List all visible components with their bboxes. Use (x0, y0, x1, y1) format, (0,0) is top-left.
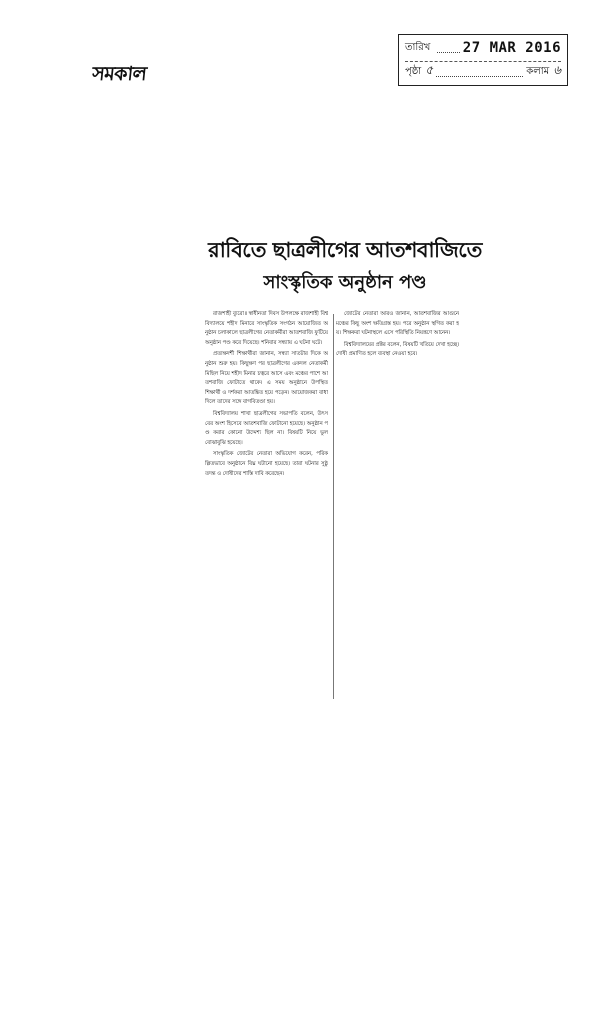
stamp-dotted-line (436, 68, 523, 77)
article-paragraph: জোটের নেতারা আরও জানান, আতশবাজির আগুনে মঞ্চের কিছু অংশ ক্ষতিগ্রস্ত হয়। পরে অনুষ্ঠান স্থগিত করা হয়। শিক্ষকরা ঘটনাস্থলে এসে পরিস্থিতি নিয়ন্ত্রণে আনেন। (336, 311, 459, 337)
article-column-2 (336, 310, 459, 460)
stamp-page-label: পৃষ্ঠা (405, 65, 422, 77)
stamp-dotted-line (437, 44, 459, 53)
article-paragraph: রাজশাহী ব্যুরো॥ স্বাধীনতা দিবস উপলক্ষে রাজশাহী বিশ্ববিদ্যালয়ে শহীদ মিনারে সাংস্কৃতিক সংগঠন আয়োজিত অনুষ্ঠান চলাকালে ছাত্রলীগের নেতাকর্মীরা আতশবাজি ফুটিয়ে অনুষ্ঠান পণ্ড করে দিয়েছে। শনিবার সন্ধ্যায় এ ঘটনা ঘটে। (205, 311, 328, 346)
newspaper-masthead: সমকাল (91, 63, 148, 85)
stamp-date-row (405, 38, 561, 58)
article-headline: রাবিতে ছাত্রলীগের আতশবাজিতে (208, 237, 482, 262)
column-divider (333, 314, 334, 699)
stamp-page-row (405, 61, 561, 82)
stamp-column-label: কলাম (526, 65, 550, 77)
stamp-page-value: ৫ (425, 63, 433, 77)
article-paragraph: বিশ্ববিদ্যালয় শাখা ছাত্রলীগের সভাপতি বলেন, উৎসবের অংশ হিসেবে আতশবাজি ফোটানো হয়েছে। অনুষ্ঠান পণ্ড করার কোনো উদ্দেশ্য ছিল না। বিষয়টি নিয়ে ভুল বোঝাবুঝি হয়েছে। (205, 410, 328, 446)
stamp-column-value: ৬ (553, 63, 561, 77)
article-paragraph: বিশ্ববিদ্যালয়ের প্রক্টর বলেন, বিষয়টি খতিয়ে দেখা হচ্ছে। দোষী প্রমাণিত হলে ব্যবস্থা নেওয়া হবে। (336, 341, 459, 358)
article-paragraph: প্রত্যক্ষদর্শী শিক্ষার্থীরা জানান, সন্ধ্যা সাতটার দিকে অনুষ্ঠান শুরু হয়। কিছুক্ষণ পর ছাত্রলীগের একদল নেতাকর্মী মিছিল নিয়ে শহীদ মিনার চত্বরে আসে এবং মঞ্চের পাশে আতশবাজি ফোটাতে থাকে। এ সময় অনুষ্ঠানে উপস্থিত শিক্ষার্থী ও দর্শকরা আতঙ্কিত হয়ে পড়েন। আয়োজকরা বাধা দিলে তাদের সঙ্গে বাগবিতণ্ডা হয়। (205, 351, 328, 406)
news-clipping (195, 234, 495, 704)
article-column-1 (205, 310, 328, 705)
article-subhead: সাংস্কৃতিক অনুষ্ঠান পণ্ড (263, 272, 427, 293)
stamp-date-label: তারিখ (405, 41, 431, 53)
archive-stamp (398, 34, 568, 86)
article-paragraph: সাংস্কৃতিক জোটের নেতারা অভিযোগ করেন, পরিকল্পিতভাবে অনুষ্ঠানে বিঘ্ন ঘটানো হয়েছে। তারা ঘটনার সুষ্ঠু তদন্ত ও দোষীদের শাস্তি দাবি করেছেন। (205, 451, 328, 477)
stamp-date-value: 27 MAR 2016 (462, 40, 561, 56)
